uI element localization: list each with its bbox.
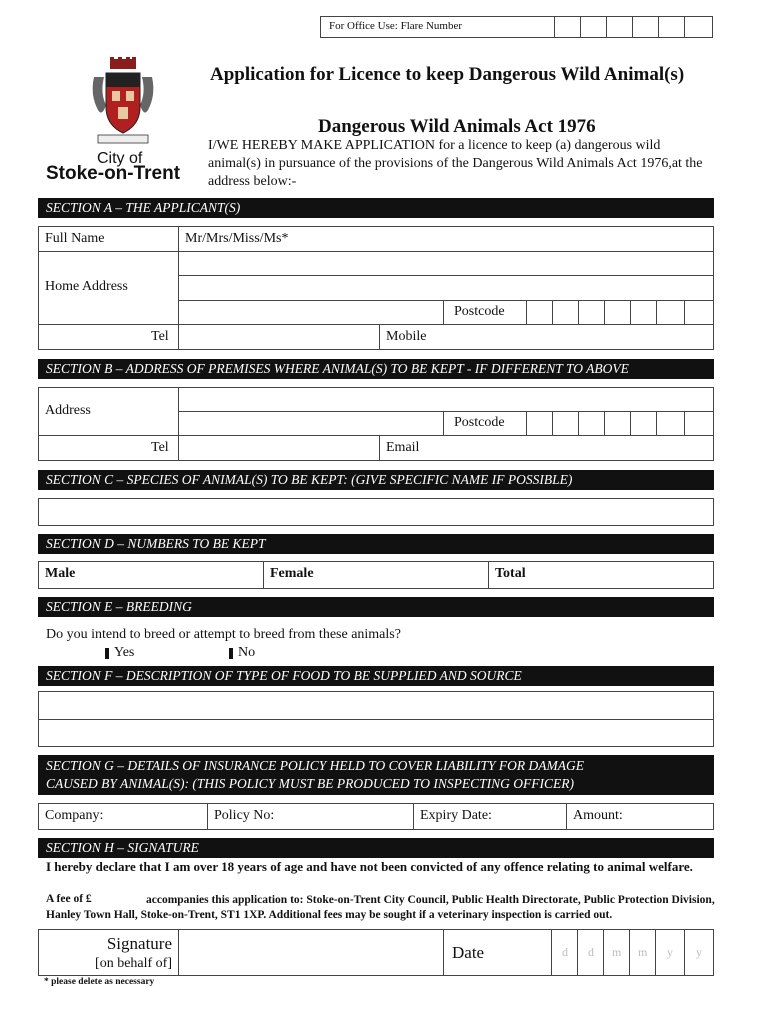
city-crest-logo [88,55,158,150]
premises-address-label-cell [38,387,179,436]
postcode-cell-2[interactable] [552,300,579,325]
home-address-label-cell [38,251,179,325]
expiry-date-input[interactable] [413,803,567,830]
tel-label-cell [38,324,179,350]
tel-label: Tel [151,329,169,344]
breed-no-label: No [238,645,256,660]
breed-no-checkbox[interactable] [229,648,233,659]
expiry-date-label: Expiry Date: [420,808,492,823]
flare-cell-5[interactable] [658,16,685,38]
premises-postcode-cell-4[interactable] [604,411,631,436]
premises-postcode-cell-7[interactable] [684,411,714,436]
form-title: Application for Licence to keep Dangerous Wild Animal(s) [210,64,685,85]
flare-cell-4[interactable] [632,16,659,38]
date-cell-m2[interactable] [629,929,656,976]
home-address-line-1[interactable] [178,251,714,276]
on-behalf-label: [on behalf of] [95,956,172,971]
declaration-text: I hereby declare that I am over 18 years of age and have not been convicted of any offence relating to animal welfare. [46,859,693,874]
total-count-input[interactable] [488,561,714,589]
postcode-cell-7[interactable] [684,300,714,325]
postcode-cell-3[interactable] [578,300,605,325]
premises-postcode-cell-1[interactable] [526,411,553,436]
premises-address-label: Address [45,403,91,418]
date-hint-d2: d [588,945,594,959]
postcode-cell-5[interactable] [630,300,657,325]
premises-address-line-1[interactable] [178,387,714,412]
signature-input[interactable] [178,929,444,976]
date-cell-y2[interactable] [684,929,714,976]
home-address-line-2[interactable] [178,275,714,301]
flare-cell-3[interactable] [606,16,633,38]
date-cell-m1[interactable] [603,929,630,976]
full-name-label-cell [38,226,179,252]
postcode-cell-4[interactable] [604,300,631,325]
premises-postcode-cell-2[interactable] [552,411,579,436]
total-label: Total [495,566,526,581]
section-f-header: SECTION F – DESCRIPTION OF TYPE OF FOOD TO BE SUPPLIED AND SOURCE [38,666,714,686]
fee-prefix: A fee of £ [46,893,92,905]
postcode-cell-6[interactable] [656,300,685,325]
email-input[interactable] [379,435,714,461]
food-input-line-2[interactable] [38,719,714,747]
breed-yes-label: Yes [114,645,135,660]
footnote: * please delete as necessary [44,977,155,987]
email-label: Email [386,440,420,455]
postcode-label-cell [443,300,527,325]
home-address-line-3[interactable] [178,300,444,325]
date-cell-y1[interactable] [655,929,685,976]
fee-text [46,893,726,923]
premises-tel-label: Tel [151,440,169,455]
section-h-header: SECTION H – SIGNATURE [38,838,714,858]
flare-cell-6[interactable] [684,16,713,38]
date-hint-m2: m [638,945,648,959]
flare-cell-1[interactable] [554,16,581,38]
section-e-header: SECTION E – BREEDING [38,597,714,617]
premises-tel-input[interactable] [178,435,380,461]
premises-postcode-label-cell [443,411,527,436]
date-label-cell [443,929,552,976]
species-input[interactable] [38,498,714,526]
act-title: Dangerous Wild Animals Act 1976 [318,116,596,137]
title-hint: Mr/Mrs/Miss/Ms* [185,231,289,246]
amount-label: Amount: [573,808,623,823]
premises-postcode-cell-5[interactable] [630,411,657,436]
mobile-input[interactable] [379,324,714,350]
male-label: Male [45,566,76,581]
fee-text-content: accompanies this application to: Stoke-on-Trent City Council, Public Health Directorate, Public Protection Division, Hanley Town Hall, Stoke-on-Trent, ST1 1XP. Additional fees may be sought if a veterinary inspection is carried out. [46,894,715,921]
food-input-line-1[interactable] [38,691,714,720]
section-g-title-line-2: CAUSED BY ANIMAL(S): (THIS POLICY MUST BE PRODUCED TO INSPECTING OFFICER) [46,776,574,791]
date-hint-m1: m [612,945,622,959]
breeding-question: Do you intend to breed or attempt to breed from these animals? [46,627,401,642]
section-b-header: SECTION B – ADDRESS OF PREMISES WHERE ANIMAL(S) TO BE KEPT - IF DIFFERENT TO ABOVE [38,359,714,379]
office-use-box [320,16,713,38]
company-label: Company: [45,808,104,823]
logo-stoke-on-trent: Stoke-on-Trent [46,163,181,184]
full-name-label: Full Name [45,231,105,246]
female-count-input[interactable] [263,561,489,589]
logo-city-of: City of [97,150,143,167]
home-address-label: Home Address [45,279,128,294]
breed-yes-checkbox[interactable] [105,648,109,659]
flare-cell-2[interactable] [580,16,607,38]
intro-text: I/WE HEREBY MAKE APPLICATION for a licence to keep (a) dangerous wild animal(s) in pursuance of the provisions of the Dangerous Wild Animals Act 1976,at the address below:- [208,138,703,189]
office-use-label: For Office Use: Flare Number [329,20,462,32]
date-hint-d1: d [562,945,568,959]
date-hint-y1: y [667,945,673,959]
full-name-input[interactable] [178,226,714,252]
female-label: Female [270,566,314,581]
policy-number-label: Policy No: [214,808,275,823]
section-c-header: SECTION C – SPECIES OF ANIMAL(S) TO BE KEPT: (GIVE SPECIFIC NAME IF POSSIBLE) [38,470,714,490]
mobile-label: Mobile [386,329,427,344]
date-cell-d2[interactable] [577,929,604,976]
signature-label: Signature [106,934,172,953]
policy-number-input[interactable] [207,803,414,830]
premises-tel-label-cell [38,435,179,461]
male-count-input[interactable] [38,561,264,589]
date-cell-d1[interactable] [551,929,578,976]
premises-address-line-2[interactable] [178,411,444,436]
section-g-header [38,755,714,795]
date-hint-y2: y [696,945,702,959]
tel-input[interactable] [178,324,380,350]
amount-input[interactable] [566,803,714,830]
date-label: Date [452,943,485,962]
premises-postcode-label: Postcode [454,415,505,430]
section-a-header: SECTION A – THE APPLICANT(S) [38,198,714,218]
postcode-label: Postcode [454,304,505,319]
postcode-cell-1[interactable] [526,300,553,325]
section-g-title-line-1: SECTION G – DETAILS OF INSURANCE POLICY HELD TO COVER LIABILITY FOR DAMAGE [46,758,585,773]
section-d-header: SECTION D – NUMBERS TO BE KEPT [38,534,714,554]
premises-postcode-cell-3[interactable] [578,411,605,436]
signature-label-cell [38,929,179,976]
company-input[interactable] [38,803,208,830]
premises-postcode-cell-6[interactable] [656,411,685,436]
